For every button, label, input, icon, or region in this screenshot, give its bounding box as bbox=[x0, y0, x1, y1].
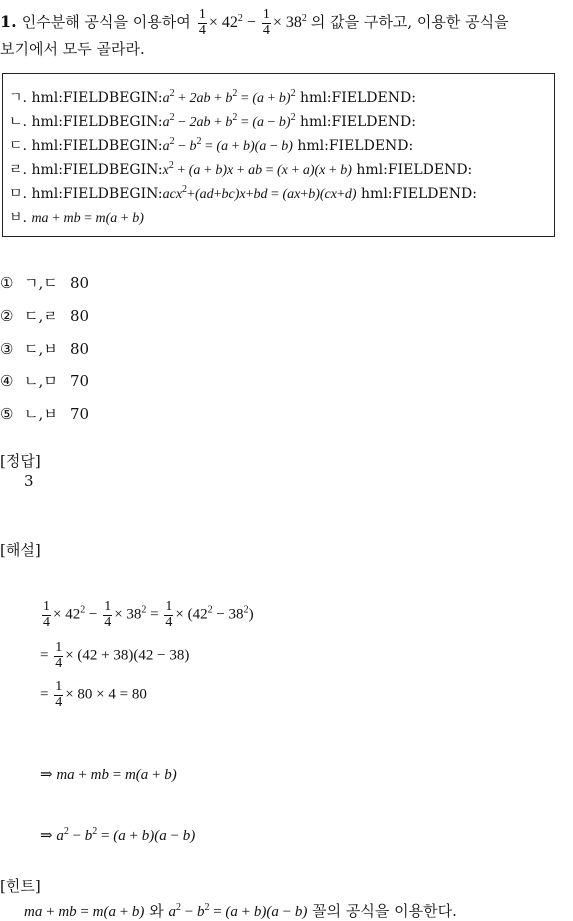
answer-value: 3 bbox=[24, 472, 34, 490]
box-item-2: ㄴ. $hml:FIELDBEGIN:a^2 - 2ab + b^2 = (a - b)^2$ hml:FIELDEND: bbox=[9, 112, 416, 130]
answer-header: [정답] bbox=[0, 452, 41, 470]
question-number: 1. bbox=[0, 11, 17, 31]
question-line-1 bbox=[0, 8, 509, 38]
explanation-step-1: $\frac{1}{4}$ × $42^2$ − $\frac{1}{4}$ × $38^2$ = $\frac{1}{4}$ × $(42^2 - 38^2)$ bbox=[43, 599, 254, 630]
box-item-5: ㅁ. hml:FIELDBEGIN:acx$^2$+(ad+bc)x+bd = (ax+b)(cx+d) hml:FIELDEND: bbox=[9, 184, 477, 202]
choice-5[interactable]: ⑤ ㄴ,ㅂ 70 bbox=[0, 405, 90, 423]
explanation-header: [해설] bbox=[0, 541, 41, 559]
choice-1[interactable]: ① ㄱ,ㄷ 80 bbox=[0, 274, 90, 292]
box-item-3: ㄷ. $hml:FIELDBEGIN:a^2 - b^2 = (a + b)(a - b)$ hml:FIELDEND: bbox=[9, 136, 414, 154]
explanation-step-2: = $\frac{1}{4}$ × (42 + 38)(42 − 38) bbox=[40, 640, 190, 671]
choice-4[interactable]: ④ ㄴ,ㅁ 70 bbox=[0, 372, 90, 390]
choice-2[interactable]: ② ㄷ,ㄹ 80 bbox=[0, 307, 90, 325]
choice-3[interactable]: ③ ㄷ,ㅂ 80 bbox=[0, 340, 90, 358]
question-expression: $\frac{1}{4}$ × $42^2$ − $\frac{1}{4}$ × $38^2$ bbox=[198, 7, 307, 38]
question-text-part2: 의 값을 구하고, 이용한 공식을 bbox=[310, 12, 509, 31]
hint-header: [힌트] bbox=[0, 877, 41, 895]
explanation-formula-1: ⇒ ma + mb = m(a + b) bbox=[40, 767, 177, 783]
question-line-2: 보기에서 모두 골라라. bbox=[0, 40, 145, 58]
question-text-part1: 인수분해 공식을 이용하여 bbox=[21, 12, 191, 31]
box-item-4: ㄹ. $hml:FIELDBEGIN:x^2 + (a + b)x$ + ab = (x + a)(x + b) hml:FIELDEND: bbox=[9, 160, 473, 178]
explanation-step-3: = $\frac{1}{4}$ × 80 × 4 = 80 bbox=[40, 679, 147, 710]
box-item-1: ㄱ. $hml:FIELDBEGIN:a^2 + 2ab + b^2 = (a + b)^2$ hml:FIELDEND: bbox=[9, 88, 416, 106]
box-item-6: ㅂ. ma + mb = m(a + b) bbox=[9, 210, 144, 226]
hint-text: ma + mb = m(a + b) 와 $a^2 - b^2 = (a + b)(a - b)$ 꼴의 공식을 이용한다. bbox=[24, 902, 457, 920]
explanation-formula-2: ⇒ $a^2 - b^2 = (a + b)(a - b)$ bbox=[40, 826, 196, 844]
options-box bbox=[2, 73, 555, 237]
